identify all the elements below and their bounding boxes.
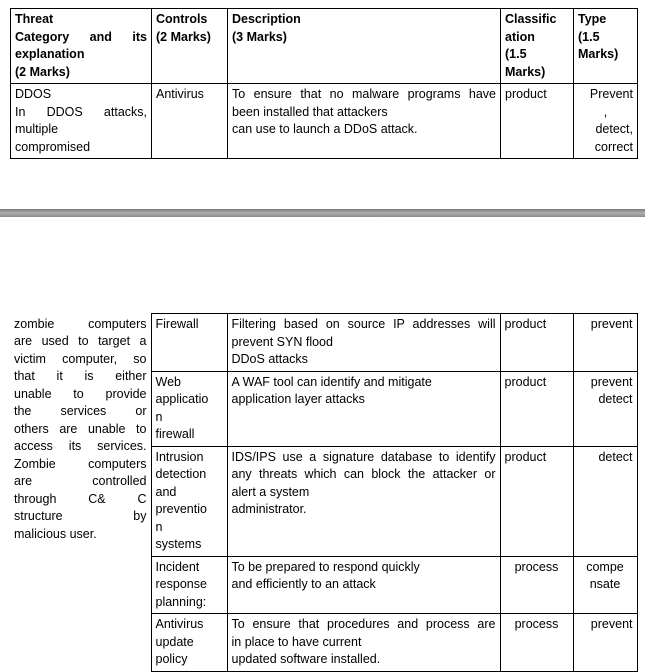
classification-cell: product bbox=[501, 84, 574, 159]
header-row bbox=[11, 9, 638, 84]
control-cell: Intrusion detection and preventio n systems bbox=[151, 446, 227, 556]
control-cell: Firewall bbox=[151, 314, 227, 372]
classification-cell: process bbox=[500, 614, 573, 672]
control-cell: Antivirus bbox=[152, 84, 228, 159]
threat-continued-cell: zombie computers are used to target a victim computer, so that it is either unable to provide the services or others are unable to access its services. Zombie computers are controlled through C& C structure by malicious user. bbox=[10, 314, 151, 557]
threat-table-continued bbox=[10, 313, 638, 672]
header-threat: Threat Category and its explanation (2 Marks) bbox=[11, 9, 152, 84]
description-cell: To ensure that no malware programs have been installed that attackers can use to launch a DDoS attack. bbox=[228, 84, 501, 159]
control-cell: Antivirus update policy bbox=[151, 614, 227, 672]
control-cell: Web applicatio n firewall bbox=[151, 371, 227, 446]
header-type: Type (1.5 Marks) bbox=[574, 9, 638, 84]
description-cell: A WAF tool can identify and mitigate application layer attacks bbox=[227, 371, 500, 446]
classification-cell: product bbox=[500, 314, 573, 372]
page-break-divider bbox=[0, 209, 649, 217]
type-cell: compe nsate bbox=[573, 556, 637, 614]
header-controls: Controls (2 Marks) bbox=[152, 9, 228, 84]
control-cell: Incident response planning: bbox=[151, 556, 227, 614]
threat-cell: DDOS In DDOS attacks, multiple compromised bbox=[11, 84, 152, 159]
header-classification: Classific ation (1.5 Marks) bbox=[501, 9, 574, 84]
type-cell: Prevent , detect, correct bbox=[574, 84, 638, 159]
type-cell: prevent bbox=[573, 314, 637, 372]
type-cell: prevent bbox=[573, 614, 637, 672]
type-cell: detect bbox=[573, 446, 637, 556]
description-cell: Filtering based on source IP addresses will prevent SYN flood DDoS attacks bbox=[227, 314, 500, 372]
table-row bbox=[10, 614, 637, 672]
classification-cell: product bbox=[500, 371, 573, 446]
type-cell: prevent detect bbox=[573, 371, 637, 446]
description-cell: To ensure that procedures and process are in place to have current updated software installed. bbox=[227, 614, 500, 672]
classification-cell: process bbox=[500, 556, 573, 614]
header-description: Description (3 Marks) bbox=[228, 9, 501, 84]
table-row bbox=[10, 556, 637, 614]
table-row bbox=[10, 314, 637, 372]
threat-table-top bbox=[10, 8, 638, 159]
description-cell: To be prepared to respond quickly and efficiently to an attack bbox=[227, 556, 500, 614]
table-row bbox=[11, 84, 638, 159]
classification-cell: product bbox=[500, 446, 573, 556]
description-cell: IDS/IPS use a signature database to identify any threats which can block the attacker or alert a system administrator. bbox=[227, 446, 500, 556]
